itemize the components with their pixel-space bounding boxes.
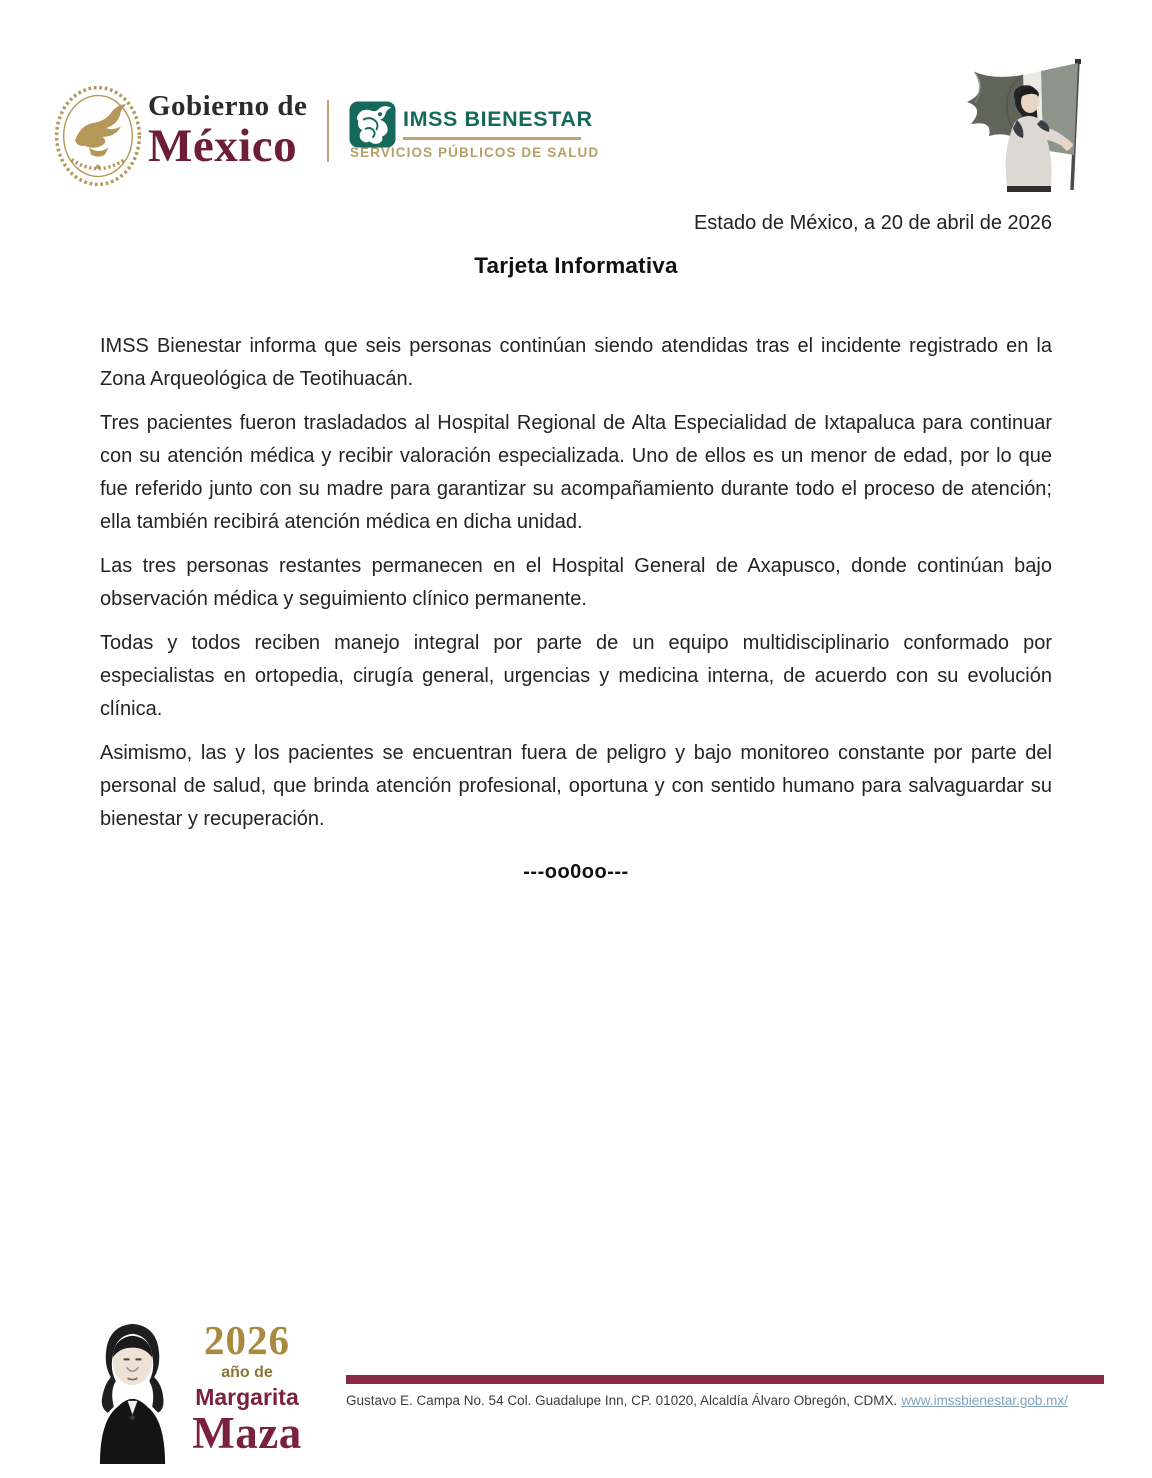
- woman-with-flag-illustration: [945, 58, 1110, 206]
- year-2026-text: 2026: [204, 1317, 290, 1363]
- margarita-maza-portrait: [80, 1316, 186, 1464]
- imss-bienestar-logo: [349, 101, 599, 163]
- dateline: Estado de México, a 20 de abril de 2026: [693, 212, 1052, 234]
- gobierno-de-text: Gobierno de: [148, 90, 308, 122]
- footer-rule: [346, 1375, 1104, 1384]
- body-paragraph: IMSS Bienestar informa que seis personas continúan siendo atendidas tras el incidente registrado en la Zona Arqueológica de Teotihuacán.: [100, 335, 1052, 390]
- body-paragraph: Asimismo, las y los pacientes se encuentran fuera de peligro y bajo monitoreo constante por parte del personal de salud, que brinda atención profesional, oportuna y con sentido humano para salvaguardar su bienestar y recuperación.: [100, 742, 1052, 830]
- imss-title: IMSS BIENESTAR: [403, 107, 593, 131]
- body-paragraph: Todas y todos reciben manejo integral por parte de un equipo multidisciplinario conformado por especialistas en ortopedia, cirugía general, urgencias y medicina interna, de acuerdo con su evolución clínica.: [100, 632, 1052, 720]
- body-paragraph: Las tres personas restantes permanecen en el Hospital General de Axapusco, donde continúan bajo observación médica y seguimiento clínico permanente.: [100, 555, 1052, 610]
- footer-website-link[interactable]: www.imssbienestar.gob.mx/: [901, 1393, 1068, 1408]
- imss-eagle-icon: [349, 101, 396, 148]
- footer-address-text: Gustavo E. Campa No. 54 Col. Guadalupe Inn, CP. 01020, Alcaldía Álvaro Obregón, CDMX.: [346, 1393, 898, 1408]
- footer-address: [346, 1393, 1104, 1408]
- imss-gold-rule: [403, 137, 581, 140]
- year-badge: [186, 1317, 308, 1458]
- end-separator: ---oo0oo---: [523, 861, 629, 883]
- ano-de-text: año de: [221, 1364, 273, 1381]
- margarita-text: Margarita: [195, 1384, 299, 1410]
- mexico-coat-of-arms-icon: [54, 84, 142, 188]
- document-title: Tarjeta Informativa: [474, 253, 678, 278]
- header-divider: [327, 100, 329, 162]
- body-paragraph: Tres pacientes fueron trasladados al Hospital Regional de Alta Especialidad de Ixtapaluca para continuar con su atención médica y recibir valoración especializada. Uno de ellos es un menor de edad, por lo que fue referido junto con su madre para garantizar su acompañamiento durante todo el proceso de atención; ella también recibirá atención médica en dicha unidad.: [100, 412, 1052, 533]
- gobierno-de-mexico-wordmark: [148, 92, 318, 170]
- mexico-text: México: [148, 120, 298, 172]
- imss-subtitle: SERVICIOS PÚBLICOS DE SALUD: [350, 145, 600, 160]
- document-body: [100, 330, 1052, 884]
- maza-text: Maza: [192, 1408, 302, 1458]
